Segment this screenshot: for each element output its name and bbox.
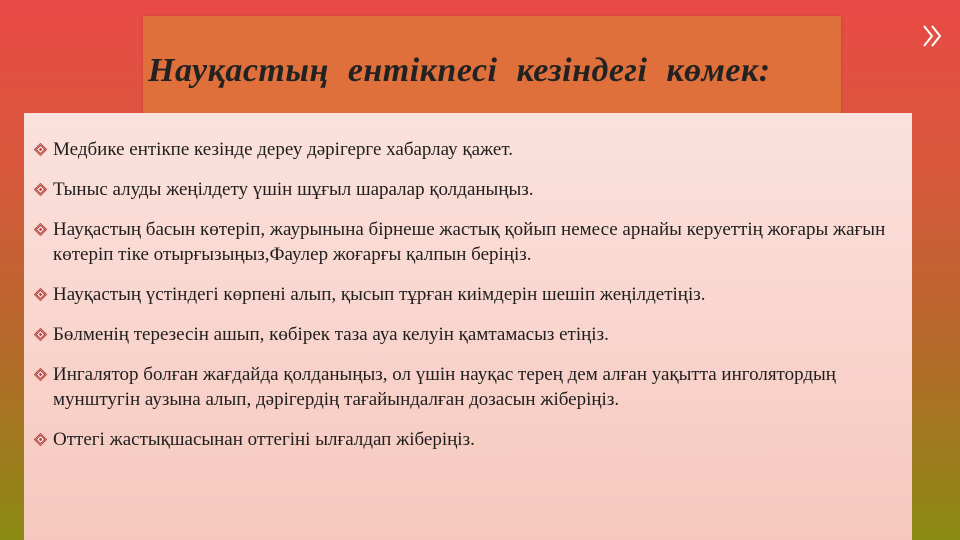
- double-chevron-icon: [920, 22, 948, 50]
- bullet-item: [34, 137, 904, 162]
- diamond-bullet-icon: [34, 328, 47, 341]
- bullet-text: Ингалятор болған жағдайда қолданыңыз, ол үшін науқас терең дем алған уақытта инголятордың мунштугін аузына алып, дәрігердің тағайындалған дозасын жіберіңіз.: [53, 364, 836, 410]
- bullet-text: Науқастың басын көтеріп, жаурынына бірнеше жастық қойып немесе арнайы керуеттің жоғары жағын көтеріп тіке отырғызыңыз,Фаулер жоғарғы қалпын беріңіз.: [53, 219, 886, 265]
- diamond-bullet-icon: [34, 143, 47, 156]
- diamond-bullet-icon: [34, 288, 47, 301]
- bullet-text: Медбике ентікпе кезінде дереу дәрігерге хабарлау қажет.: [53, 139, 513, 160]
- diamond-bullet-icon: [34, 223, 47, 236]
- bullet-item: [34, 322, 904, 347]
- bullet-text: Тыныс алуды жеңілдету үшін шұғыл шаралар қолданыңыз.: [53, 179, 534, 200]
- bullet-text: Оттегі жастықшасынан оттегіні ылғалдап жіберіңіз.: [53, 429, 475, 450]
- slide-title: Науқастың ентікпесі кезіндегі көмек:: [148, 52, 771, 89]
- diamond-bullet-icon: [34, 433, 47, 446]
- bullet-list: [34, 137, 904, 467]
- bullet-item: [34, 282, 904, 307]
- diamond-bullet-icon: [34, 368, 47, 381]
- content-box: [24, 113, 912, 540]
- bullet-item: [34, 177, 904, 202]
- bullet-item: [34, 217, 904, 267]
- diamond-bullet-icon: [34, 183, 47, 196]
- bullet-text: Бөлменің терезесін ашып, көбірек таза ауа келуін қамтамасыз етіңіз.: [53, 324, 609, 345]
- bullet-item: [34, 427, 904, 452]
- bullet-item: [34, 362, 904, 412]
- bullet-text: Науқастың үстіндегі көрпені алып, қысып тұрған киімдерін шешіп жеңілдетіңіз.: [53, 284, 706, 305]
